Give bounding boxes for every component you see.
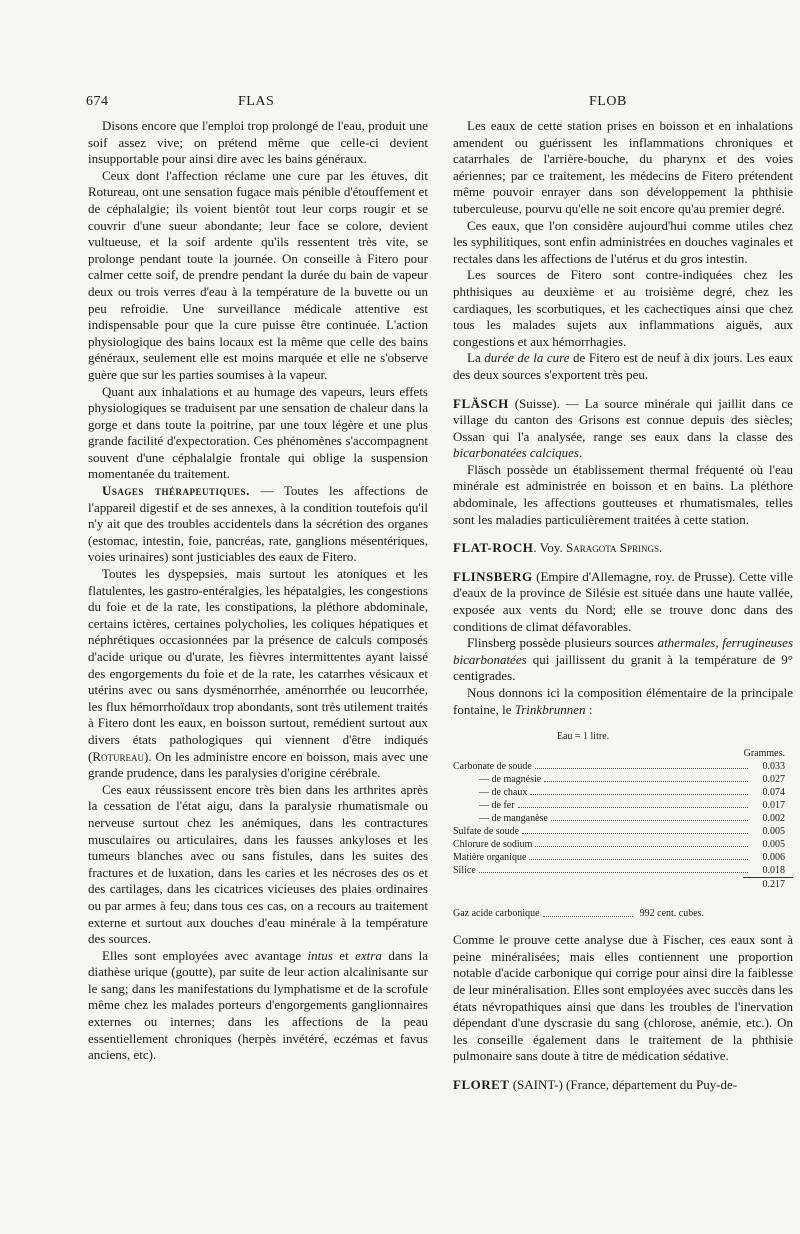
analysis-value: 0.006 — [762, 852, 785, 864]
analysis-unit: Grammes. — [743, 748, 785, 760]
analysis-row — [453, 825, 793, 838]
paragraph: Nous donnons ici la composition élémentaire de la principale fontaine, le Trinkbrunnen : — [453, 685, 793, 717]
entry-headword: FLÄSCH — [453, 395, 509, 411]
analysis-value: 0.033 — [762, 761, 785, 773]
entry-flasch: FLÄSCH (Suisse). — La source minérale qui jaillit dans ce village du canton des Grisons est connue depuis des siècles; Ossan qui l'a analysée, range ses eaux dans la classe des bicarbonatées calciques. — [453, 395, 793, 461]
mineral-analysis-table — [453, 730, 793, 920]
running-head-right: FLOB — [589, 94, 627, 109]
analysis-title: Eau = 1 litre. — [556, 731, 610, 743]
entry-floret: FLORET (SAINT-) (France, département du Puy-de- — [453, 1076, 738, 1092]
analysis-substance: — de manganèse — [479, 813, 548, 825]
cross-reference: Saragota Springs — [565, 540, 659, 556]
paragraph: Les sources de Fitero sont contre-indiquées chez les phthisiques au deuxième et au troisième degré, chez les cardiaques, les scorbutiques, et les cachectiques ainsi que chez tous les malades sujets aux inflammations aiguës, aux congestions et aux hémorrhagies. — [453, 267, 793, 349]
running-head-left: FLAS — [238, 94, 275, 109]
analysis-row — [453, 799, 793, 812]
analysis-substance: Chlorure de sodium — [453, 839, 533, 851]
analysis-row — [453, 838, 793, 851]
analysis-substance: Matière organique — [453, 852, 527, 864]
page-number: 674 — [86, 94, 109, 109]
entry-flinsberg: FLINSBERG (Empire d'Allemagne, roy. de Prusse). Cette ville d'eaux de la province de Silésie est située dans une haute vallée, exposée aux vents du Nord; elle se trouve donc dans des conditions de climat défavorables. — [453, 568, 793, 634]
right-column — [453, 118, 793, 1094]
analysis-value: 0.027 — [762, 774, 785, 786]
analysis-value: 0.018 — [762, 865, 785, 877]
entry-flat-roch: FLAT-ROCH. Voy. Saragota Springs. — [453, 540, 663, 556]
paragraph: Toutes les dyspepsies, mais surtout les atoniques et les flatulentes, les gastro-entéralgies, les hépatalgies, les congestions du foie et de la rate, les constipations, la pléthore abdominale, certains ictères, certaines polycholies, les coliques hépatiques et néphrétiques occasionnées par la présence de calculs composés d'acide urique ou d'urate, les fièvres intermittentes ayant laissé des engorgements du foie et de la rate, les catarrhes vésicaux et utérins avec ou sans dysménorrhée, aménorrhée ou leucorrhée, les flux hémorrhoïdaux trop abondants, sont très utilement traités à Fitero dont les eaux, en boisson surtout, remédient surtout aux divers états pathologiques qui viennent d'être indiqués (Rotureau). On les administre encore en boisson, mais avec une grande prudence, dans les paralysies d'origine cérébrale. — [88, 566, 428, 781]
analysis-value: 0.005 — [762, 839, 785, 851]
analysis-substance: — de magnésie — [479, 774, 542, 786]
paragraph: Ceux dont l'affection réclame une cure par les étuves, dit Rotureau, ont une sensation fugace mais pénible d'étouffement et de céphalalgie; ils voient bientôt tout leur corps rougir et se couvrir d'une sueur abondante; leur face se colore, devient vultueuse, et la soif ardente qu'ils ressentent très vite, se prolonge pendant toute la journée. On conseille à Fitero pour calmer cette soif, de prendre pendant la durée du bain de vapeur deux ou trois verres d'eau à la température de la buvette ou un peu refroidie. Une surveillance médicale attentive est indispensable pour que la cure puisse être continuée. L'action physiologique des bains locaux est la même que celle des bains généraux, seulement elle est moins marquée et elle ne s'observe guère que sur les parties soumises à la vapeur. — [88, 167, 428, 382]
analysis-row — [453, 812, 793, 825]
paragraph: Ces eaux réussissent encore très bien dans les arthrites après la cessation de l'état aigu, dans la paralysie rhumatismale ou nerveuse surtout chez les anémiques, dans les contractures musculaires ou articulaires, dans les fausses ankyloses et les tumeurs blanches avec ou sans fistules, dans les suites des fractures et de luxation, dans les caries et les nécroses des os et des cartilages, dans les cicatrices vicieuses des plaies ordinaires ou par armes à feu; dans tous ces cas, on a recours au traitement externe et surtout aux douches d'eau minérale à la température des sources. — [88, 781, 428, 947]
analysis-row — [453, 760, 793, 773]
analysis-substance: Carbonate de soude — [453, 761, 532, 773]
left-column — [88, 118, 428, 1064]
paragraph: Flinsberg possède plusieurs sources athermales, ferrugineuses bicarbonatées qui jaillissent du granit à la température de 9° centigrades. — [453, 635, 793, 684]
paragraph: Les eaux de cette station prises en boisson et en inhalations amendent ou guérissent les inflammations chroniques et catarrhales de l'arrière-bouche, du pharynx et des voies aériennes; par ce traitement, les médecins de Fitero prétendent même pouvoir enrayer dans son développement la phthisie tuberculeuse, pourvu qu'elle ne soit encore qu'au premier degré. — [453, 118, 793, 216]
analysis-gas-row: Gaz acide carbonique 992 cent. cubes. — [453, 908, 705, 920]
paragraph: La durée de la cure de Fitero est de neuf à dix jours. Les eaux des deux sources s'exportent très peu. — [453, 350, 793, 382]
analysis-total: 0.217 — [453, 877, 793, 891]
author-reference: Rotureau — [92, 748, 145, 764]
paragraph: Disons encore que l'emploi trop prolongé de l'eau, produit une soif assez vive; on prétend même que celle-ci devient insupportable pour ainsi dire avec les bains généraux. — [88, 118, 428, 167]
analysis-substance: — de fer — [479, 800, 515, 812]
paragraph: Fläsch possède un établissement thermal fréquenté où l'eau minérale est administrée en boisson et en bains. La pléthore abdominale, les affections goutteuses et rhumatismales, telles sont les maladies particulièrement traitées à cette station. — [453, 461, 793, 527]
analysis-value: 0.074 — [762, 787, 785, 799]
paragraph: Quant aux inhalations et au humage des vapeurs, leurs effets physiologiques se traduisent par une sensation de chaleur dans la gorge et dans toute la poitrine, par une toux légère et une plus grande facilité d'expectoration. Ces phénomènes s'accompagnent souvent d'une céphalalgie frontale qui oblige la suspension momentanée du traitement. — [88, 383, 428, 482]
section-heading: Usages thérapeutiques. — [102, 483, 250, 499]
analysis-row — [453, 851, 793, 864]
analysis-row — [453, 773, 793, 786]
paragraph: Comme le prouve cette analyse due à Fischer, ces eaux sont à peine minéralisées; mais elles contiennent une proportion notable d'acide carbonique qui corrige pour ainsi dire la faiblesse de leur minéralisation. Elles sont employées avec succès dans les états névropathiques ainsi que dans les troubles de l'inervation dépendant d'une dyscrasie du sang (chlorose, anémie, etc.). On les conseille également dans le traitement de la phthisie pulmonaire sans doute à titre de médication sédative. — [453, 932, 793, 1064]
analysis-value: 0.017 — [762, 800, 785, 812]
analysis-value: 0.002 — [762, 813, 785, 825]
analysis-substance: — de chaux — [479, 787, 528, 799]
analysis-substance: Silice — [453, 865, 476, 877]
entry-headword: FLAT-ROCH — [453, 540, 534, 556]
analysis-row — [453, 864, 793, 877]
analysis-substance: Sulfate de soude — [453, 826, 520, 838]
paragraph: Ces eaux, que l'on considère aujourd'hui comme utiles chez les syphilitiques, sont enfin administrées en douches vaginales et rectales dans les affections de l'utérus et du gros intestin. — [453, 217, 793, 266]
analysis-rows — [453, 760, 793, 877]
analysis-value: 0.005 — [762, 826, 785, 838]
entry-headword: FLORET — [453, 1076, 510, 1092]
paragraph-usages: Usages thérapeutiques. — Toutes les affections de l'appareil digestif et de ses annexes, à la condition toutefois qu'il n'y ait que des troubles accidentels dans la sécrétion des organes (estomac, intestin, foie, pancréas, rate, ganglions mésentériques, voies urinaires) sont justiciables des eaux de Fitero. — [88, 483, 429, 565]
entry-headword: FLINSBERG — [453, 568, 533, 584]
paragraph: Elles sont employées avec avantage intus et extra dans la diathèse urique (goutte), par suite de leur action alcalinisante sur le sang; dans les manifestations du lymphatisme et de la scrofule même chez les malades porteurs d'engorgements ganglionnaires externes ou internes; dans les affections de la peau essentiellement chroniques (herpès invétéré, eczémas et favus anciens, etc). — [88, 947, 428, 1063]
analysis-row — [453, 786, 793, 799]
